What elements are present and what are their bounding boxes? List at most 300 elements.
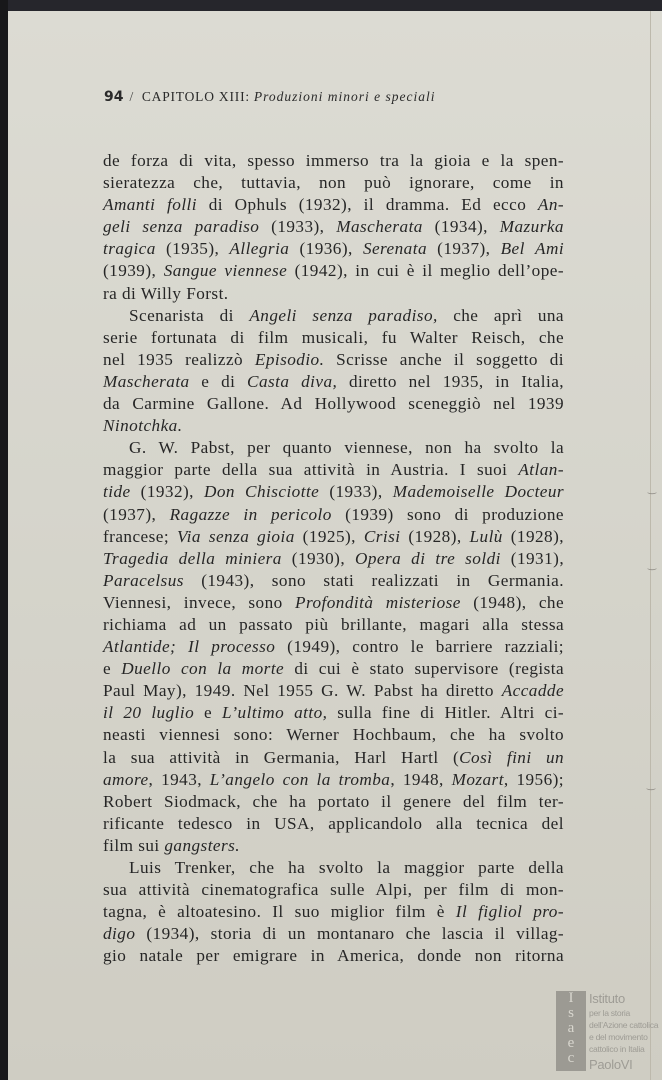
italic-title: Docteur xyxy=(504,482,565,502)
italic-title: Duello xyxy=(121,659,171,679)
italic-title: tre xyxy=(435,548,456,568)
text-run: un xyxy=(208,614,227,634)
text-run: Alpi, xyxy=(375,880,413,900)
text-run: attività xyxy=(303,460,356,480)
italic-title: An- xyxy=(537,195,565,215)
text-run: (1937), xyxy=(103,504,157,524)
text-run: G. xyxy=(321,681,339,701)
text-run: il xyxy=(453,349,465,369)
text-line xyxy=(103,879,564,901)
text-run: stessa xyxy=(521,614,565,634)
italic-title: Angeli xyxy=(249,305,297,325)
text-run: (1932), xyxy=(140,482,194,502)
italic-title: Episodio. xyxy=(254,349,325,369)
text-run: ci- xyxy=(544,703,565,723)
text-line xyxy=(103,857,564,879)
text-run: (1932), xyxy=(298,195,352,215)
text-run: soggetto xyxy=(476,349,538,369)
italic-title: gioia xyxy=(257,526,295,546)
text-line xyxy=(103,349,564,371)
text-run: natale xyxy=(139,946,184,966)
text-run: May), xyxy=(143,681,187,701)
text-run: sua xyxy=(103,880,128,900)
text-run: tra xyxy=(379,151,400,170)
italic-title: misteriose xyxy=(385,592,461,612)
text-run: parte xyxy=(174,460,211,480)
text-run: diretto xyxy=(348,371,397,391)
text-line xyxy=(103,150,564,172)
text-run: fu xyxy=(381,327,397,347)
text-run: Italia, xyxy=(521,371,565,391)
text-run: Luis xyxy=(129,858,162,877)
text-run: I xyxy=(459,460,466,480)
text-run: della xyxy=(528,858,564,877)
italic-title: Ninotchka. xyxy=(103,416,183,436)
text-line xyxy=(103,636,564,658)
text-run: ter- xyxy=(538,791,565,811)
italic-title: Così xyxy=(459,747,493,767)
text-line xyxy=(103,216,564,238)
text-run: stato xyxy=(369,659,405,679)
text-run: di xyxy=(420,703,435,723)
text-run: (1935), xyxy=(165,239,220,259)
text-run: de xyxy=(103,151,121,170)
text-run: film xyxy=(395,902,426,922)
text-line xyxy=(103,305,564,327)
italic-title: senza xyxy=(142,217,183,237)
text-run: ha xyxy=(488,725,506,745)
text-line xyxy=(103,504,564,526)
text-line xyxy=(103,658,564,680)
text-run: la xyxy=(103,747,117,767)
text-line xyxy=(103,901,564,923)
text-run: contro xyxy=(352,637,399,657)
text-run: francese; xyxy=(103,526,170,546)
text-run: Pabst xyxy=(373,681,414,701)
text-run: America, xyxy=(337,946,405,966)
text-run: (1949), xyxy=(287,637,341,657)
scan-border-left xyxy=(0,0,8,1080)
text-run: W. xyxy=(346,681,367,701)
text-run: in xyxy=(549,173,564,193)
scan-border-top xyxy=(0,0,662,11)
text-run: di xyxy=(230,327,245,347)
text-line xyxy=(103,238,564,260)
text-line xyxy=(103,724,564,746)
text-run: svolto xyxy=(318,858,364,877)
text-run: anche xyxy=(399,349,443,369)
italic-title: Ragazze xyxy=(169,504,231,524)
text-run: la xyxy=(377,858,391,877)
text-run: (1943), xyxy=(201,570,255,590)
italic-title: Bel xyxy=(500,239,525,259)
text-run: che xyxy=(449,725,476,745)
text-run: che xyxy=(252,791,278,811)
text-run: Hitler. xyxy=(444,703,492,723)
text-run: sono: xyxy=(233,725,274,745)
italic-title: Sangue xyxy=(163,261,217,281)
text-run: tagna, xyxy=(103,902,148,922)
text-run: (1933), xyxy=(271,217,325,237)
text-line xyxy=(103,526,564,548)
text-run: , xyxy=(503,769,509,789)
text-run: il xyxy=(494,924,506,944)
italic-title: il xyxy=(103,703,114,723)
watermark-letter: c xyxy=(567,1050,575,1066)
watermark-line: per la storia xyxy=(589,1008,630,1018)
italic-title: soldi xyxy=(465,548,501,568)
text-run: (1937), xyxy=(437,239,491,259)
watermark-line: e del movimento xyxy=(589,1032,648,1042)
text-run: gio xyxy=(103,946,127,966)
text-run: diretto xyxy=(445,681,494,701)
italic-title: Il xyxy=(455,902,468,922)
text-run: di xyxy=(454,504,469,524)
text-run: sua xyxy=(130,747,155,767)
text-run: ecco xyxy=(492,195,527,215)
scan-speck: ‿ xyxy=(647,780,656,791)
text-run: ( xyxy=(452,747,460,767)
italic-title: paradiso, xyxy=(368,305,438,325)
text-run: cui xyxy=(376,261,400,281)
text-run: vita, xyxy=(204,151,237,170)
text-run: tedesco xyxy=(177,813,233,833)
text-run: la xyxy=(410,151,424,170)
italic-title: della xyxy=(178,548,216,568)
chapter-label: CAPITOLO XIII: xyxy=(141,89,250,104)
text-run: Nel xyxy=(243,681,270,701)
text-run: Pabst, xyxy=(190,438,235,458)
italic-title: luglio xyxy=(151,703,195,723)
italic-title: senza xyxy=(208,526,250,546)
italic-title: in xyxy=(243,504,258,524)
text-line xyxy=(103,702,564,724)
text-run: tuttavia, xyxy=(241,173,302,193)
text-run: ha xyxy=(289,791,307,811)
watermark-letter: a xyxy=(567,1020,575,1036)
text-run: e xyxy=(201,371,210,391)
text-run: fortunata xyxy=(151,327,218,347)
text-run: in xyxy=(456,570,471,590)
text-run: 1939 xyxy=(527,394,564,414)
text-run: ra xyxy=(103,283,118,303)
text-run: che xyxy=(453,305,479,325)
text-run: maggior xyxy=(103,460,164,480)
text-run: (1928), xyxy=(408,526,462,546)
text-run: ignorare, xyxy=(409,173,475,193)
text-run: serie xyxy=(103,327,138,347)
italic-title: Serenata xyxy=(362,239,427,259)
text-run: il xyxy=(381,791,392,811)
text-line xyxy=(103,680,564,702)
text-run: cui xyxy=(318,659,342,679)
text-run: può xyxy=(364,173,392,193)
italic-title: 20 xyxy=(123,703,142,723)
italic-title: figliol xyxy=(478,902,523,922)
text-run: in xyxy=(310,946,325,966)
text-run: suoi xyxy=(476,460,508,480)
text-run: il xyxy=(422,261,433,281)
text-run: di xyxy=(294,659,309,679)
text-run: Robert xyxy=(103,791,153,811)
italic-title: Chisciotte xyxy=(245,482,320,502)
text-line xyxy=(103,747,564,769)
text-run: Harl xyxy=(354,747,387,767)
text-run: alla xyxy=(482,614,509,634)
watermark-logo xyxy=(556,991,660,1073)
text-line xyxy=(103,592,564,614)
page-number: 94 xyxy=(104,89,124,105)
text-run: film xyxy=(103,835,134,855)
text-run: Hartl xyxy=(400,747,439,767)
text-run: , xyxy=(390,769,396,789)
text-run: Austria. xyxy=(390,460,449,480)
text-run: alla xyxy=(436,813,463,833)
text-run: sono xyxy=(406,504,442,524)
text-line xyxy=(103,327,564,349)
text-run: sieratezza xyxy=(103,173,176,193)
text-run: in xyxy=(246,813,261,833)
italic-title: Crisi xyxy=(363,526,401,546)
italic-title: Mazurka xyxy=(499,217,564,237)
text-run: in xyxy=(235,747,250,767)
text-run: Werner xyxy=(286,725,340,745)
italic-title: tragica xyxy=(103,239,156,259)
text-run: W. xyxy=(158,438,179,458)
text-run: storia xyxy=(210,924,252,944)
text-run: di xyxy=(549,349,564,369)
scan-speck: ‿ xyxy=(648,484,657,495)
italic-title: Via xyxy=(176,526,201,546)
italic-title: fini xyxy=(506,747,532,767)
italic-title: atto, xyxy=(294,703,328,723)
watermark-line: Istituto xyxy=(589,991,625,1006)
text-run: fine xyxy=(381,703,411,723)
italic-title: la xyxy=(316,769,331,789)
italic-title: Casta xyxy=(247,371,290,391)
text-run: rificante xyxy=(103,813,165,833)
italic-title: Amanti xyxy=(103,195,156,215)
text-run: non xyxy=(474,946,502,966)
text-run: sceneggiò xyxy=(408,394,482,414)
watermark-line: PaoloVI xyxy=(589,1057,633,1072)
text-run: 1935, xyxy=(442,371,484,391)
text-line xyxy=(103,194,564,216)
italic-title: tide xyxy=(103,482,131,502)
text-run: (1939), xyxy=(103,261,157,281)
page-fold-line xyxy=(650,11,651,1080)
text-run: e xyxy=(103,659,112,679)
chapter-subtitle: Produzioni minori e speciali xyxy=(253,89,436,104)
text-run: sulla xyxy=(337,703,372,723)
text-run: Il xyxy=(272,902,284,922)
text-run: ad xyxy=(179,614,197,634)
text-run: che, xyxy=(193,173,224,193)
text-run: e xyxy=(481,151,490,170)
text-run: sui xyxy=(138,835,160,855)
text-run: sono xyxy=(248,592,283,612)
watermark-letter: e xyxy=(567,1035,575,1051)
text-run: USA, xyxy=(274,813,315,833)
italic-title: Lulù xyxy=(469,526,503,546)
watermark-letter: I xyxy=(568,990,574,1006)
text-run: Viennesi, xyxy=(103,592,172,612)
text-run: Scenarista xyxy=(129,305,205,325)
text-run: (1934), xyxy=(434,217,488,237)
text-run: che xyxy=(405,924,431,944)
text-run: ritorna xyxy=(515,946,565,966)
text-run: montanaro xyxy=(316,924,395,944)
text-run: (1931), xyxy=(510,548,565,568)
text-run: mon- xyxy=(525,880,565,900)
text-run: viennesi xyxy=(159,725,221,745)
italic-title: miniera xyxy=(225,548,282,568)
italic-title: tromba xyxy=(338,769,391,789)
text-run: (1925), xyxy=(302,526,356,546)
text-run: tecnica xyxy=(476,813,529,833)
italic-title: un xyxy=(545,747,565,767)
text-run: Scrisse xyxy=(336,349,388,369)
italic-title: Accadde xyxy=(501,681,565,701)
text-run: neasti xyxy=(103,725,146,745)
text-run: magari xyxy=(419,614,470,634)
text-line xyxy=(103,945,564,967)
text-line xyxy=(103,791,564,813)
text-run: musicali, xyxy=(301,327,369,347)
text-line xyxy=(103,371,564,393)
italic-title: L’angelo xyxy=(209,769,275,789)
text-run: e xyxy=(204,703,213,723)
text-run: (regista xyxy=(508,659,565,679)
italic-title: Ami xyxy=(535,239,565,259)
text-run: del xyxy=(462,791,486,811)
text-run: sono xyxy=(271,570,307,590)
text-run: Ad xyxy=(280,394,303,414)
text-run: è xyxy=(158,902,167,922)
text-run: Gallone. xyxy=(206,394,270,414)
text-run: la xyxy=(550,438,565,458)
italic-title: di xyxy=(411,548,426,568)
text-run: da xyxy=(103,394,121,414)
text-run: del xyxy=(541,813,564,833)
text-run: nel xyxy=(493,394,516,414)
text-run: una xyxy=(537,305,564,325)
text-run: forza xyxy=(130,151,169,170)
text-line xyxy=(103,393,564,415)
italic-title: morte xyxy=(241,659,285,679)
text-run: passato xyxy=(239,614,293,634)
text-run: parte xyxy=(478,858,515,877)
text-run: G. xyxy=(129,438,147,458)
text-run: nel xyxy=(103,349,126,369)
text-run: Forst. xyxy=(186,283,229,303)
text-run: (1942), xyxy=(294,261,348,281)
text-run: che xyxy=(538,327,565,347)
text-run: più xyxy=(305,614,329,634)
text-run: attività xyxy=(169,747,221,767)
text-line xyxy=(103,260,564,282)
text-run: , xyxy=(148,769,154,789)
text-run: svolto xyxy=(493,438,539,458)
text-run: il xyxy=(363,195,375,215)
text-line xyxy=(103,769,564,791)
text-run: realizzati xyxy=(371,570,440,590)
italic-title: con xyxy=(282,769,309,789)
text-run: film xyxy=(258,327,289,347)
body-text xyxy=(103,150,564,967)
text-line xyxy=(103,570,564,592)
text-run: portato xyxy=(317,791,370,811)
text-line xyxy=(103,481,564,503)
italic-title: Profondità xyxy=(295,592,374,612)
text-line xyxy=(103,923,564,945)
text-run: per xyxy=(247,438,271,458)
text-run: (1936), xyxy=(299,239,353,259)
text-run: barriere xyxy=(435,637,493,657)
text-run: Walter xyxy=(409,327,458,347)
italic-title: Il xyxy=(188,637,200,657)
text-run: altoatesino. xyxy=(177,902,262,922)
italic-title: L’ultimo xyxy=(222,703,285,723)
italic-title: Atlan- xyxy=(518,460,565,480)
text-run: attività xyxy=(138,880,190,900)
text-run: Ed xyxy=(461,195,482,215)
text-run: 1955 xyxy=(277,681,314,701)
text-run: di xyxy=(221,371,236,391)
text-run: 1956); xyxy=(516,769,565,789)
text-line xyxy=(103,283,564,305)
text-run: stati xyxy=(323,570,355,590)
text-run: villag- xyxy=(516,924,565,944)
text-run: di xyxy=(179,151,194,170)
text-run: è xyxy=(436,902,445,922)
text-run: Ophuls xyxy=(234,195,288,215)
text-line xyxy=(103,614,564,636)
text-run: di xyxy=(219,305,234,325)
text-line xyxy=(103,437,564,459)
text-run: spesso xyxy=(247,151,296,170)
text-run: gioia xyxy=(434,151,471,170)
text-run: genere xyxy=(403,791,452,811)
italic-title: viennese xyxy=(224,261,288,281)
text-run: Siodmack, xyxy=(163,791,242,811)
text-run: immerso xyxy=(305,151,370,170)
text-run: è xyxy=(351,659,360,679)
text-run: (1948), xyxy=(473,592,527,612)
text-run: 1949. xyxy=(194,681,236,701)
text-run: dramma. xyxy=(385,195,450,215)
watermark-letter: s xyxy=(568,1005,574,1021)
italic-title: amore xyxy=(103,769,149,789)
italic-title: geli xyxy=(103,217,131,237)
text-run: ha xyxy=(464,438,482,458)
text-run: di xyxy=(208,195,223,215)
watermark-line: dell’Azione cattolica xyxy=(589,1020,659,1030)
italic-title: gangsters. xyxy=(164,835,241,855)
text-run: un xyxy=(287,924,306,944)
text-run: in xyxy=(495,371,510,391)
text-run: (1939) xyxy=(345,504,394,524)
text-run: film xyxy=(496,791,528,811)
italic-title: Paracelsus xyxy=(103,570,184,590)
text-line xyxy=(103,548,564,570)
italic-title: Don xyxy=(204,482,235,502)
text-run: suo xyxy=(294,902,320,922)
text-run: viennese, xyxy=(344,438,413,458)
text-run: la xyxy=(500,151,514,170)
text-run: che xyxy=(249,858,275,877)
italic-title: Mademoiselle xyxy=(392,482,495,502)
